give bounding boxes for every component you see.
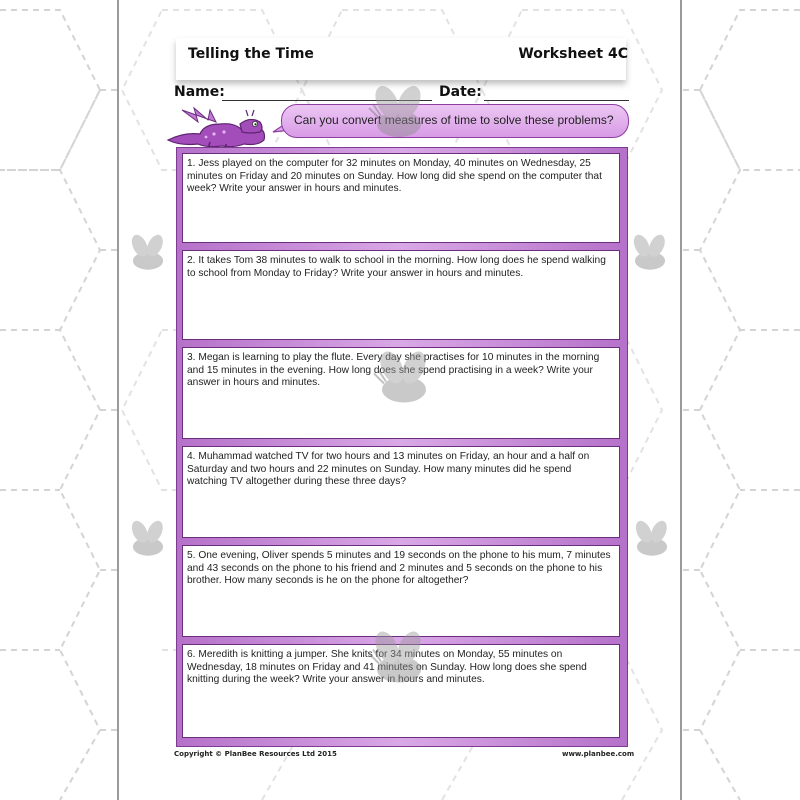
worksheet-title: Telling the Time <box>188 46 314 62</box>
prompt-text: Can you convert measures of time to solve these problems? <box>294 113 614 127</box>
date-field[interactable] <box>484 100 629 101</box>
worksheet-page <box>117 0 682 800</box>
question-text-5: 5. One evening, Oliver spends 5 minutes and 19 seconds on the phone to his mum, 7 minutes and 43 seconds on the phone to his friend and 2 minutes and 5 seconds on the phone to his brother. How many seconds is he on the phone for altogether? <box>187 550 611 587</box>
name-field[interactable] <box>222 100 432 101</box>
date-label: Date: <box>439 84 482 100</box>
speech-bubble <box>281 104 629 138</box>
name-label: Name: <box>174 84 225 100</box>
question-box-5[interactable] <box>182 545 620 637</box>
question-text-6: 6. Meredith is knitting a jumper. She knits for 34 minutes on Monday, 55 minutes on Wednesday, 18 minutes on Friday and 41 minutes on Sunday. How long does she spend knitting during the week? Write your answer in hours and minutes. <box>187 649 587 686</box>
question-box-3[interactable] <box>182 347 620 439</box>
purple-dragon-icon <box>164 102 274 150</box>
worksheet-number: Worksheet 4C <box>518 46 628 62</box>
question-box-4[interactable] <box>182 446 620 538</box>
copyright-text: Copyright © PlanBee Resources Ltd 2015 <box>174 750 337 758</box>
questions-frame <box>176 147 628 747</box>
question-text-1: 1. Jess played on the computer for 32 minutes on Monday, 40 minutes on Wednesday, 25 minutes on Friday and 20 minutes on Sunday. How long did she spend on the computer that week? Write your answer in hours and minutes. <box>187 158 602 195</box>
question-box-2[interactable] <box>182 250 620 340</box>
question-box-1[interactable] <box>182 153 620 243</box>
question-text-4: 4. Muhammad watched TV for two hours and 13 minutes on Friday, an hour and a half on Saturday and two hours and 22 minutes on Sunday. How many minutes did he spend watching TV altogether during these three days? <box>187 451 590 488</box>
website-link[interactable]: www.planbee.com <box>562 750 635 758</box>
question-text-2: 2. It takes Tom 38 minutes to walk to school in the morning. How long does he spend walking to school from Monday to Friday? Write your answer in hours and minutes. <box>187 255 606 279</box>
question-text-3: 3. Megan is learning to play the flute. Every day she practises for 10 minutes in the morning and 15 minutes in the evening. How long does she spend practising in a week? Write your answer in hours and minutes. <box>187 352 600 389</box>
title-bar <box>176 38 626 80</box>
question-box-6[interactable] <box>182 644 620 738</box>
